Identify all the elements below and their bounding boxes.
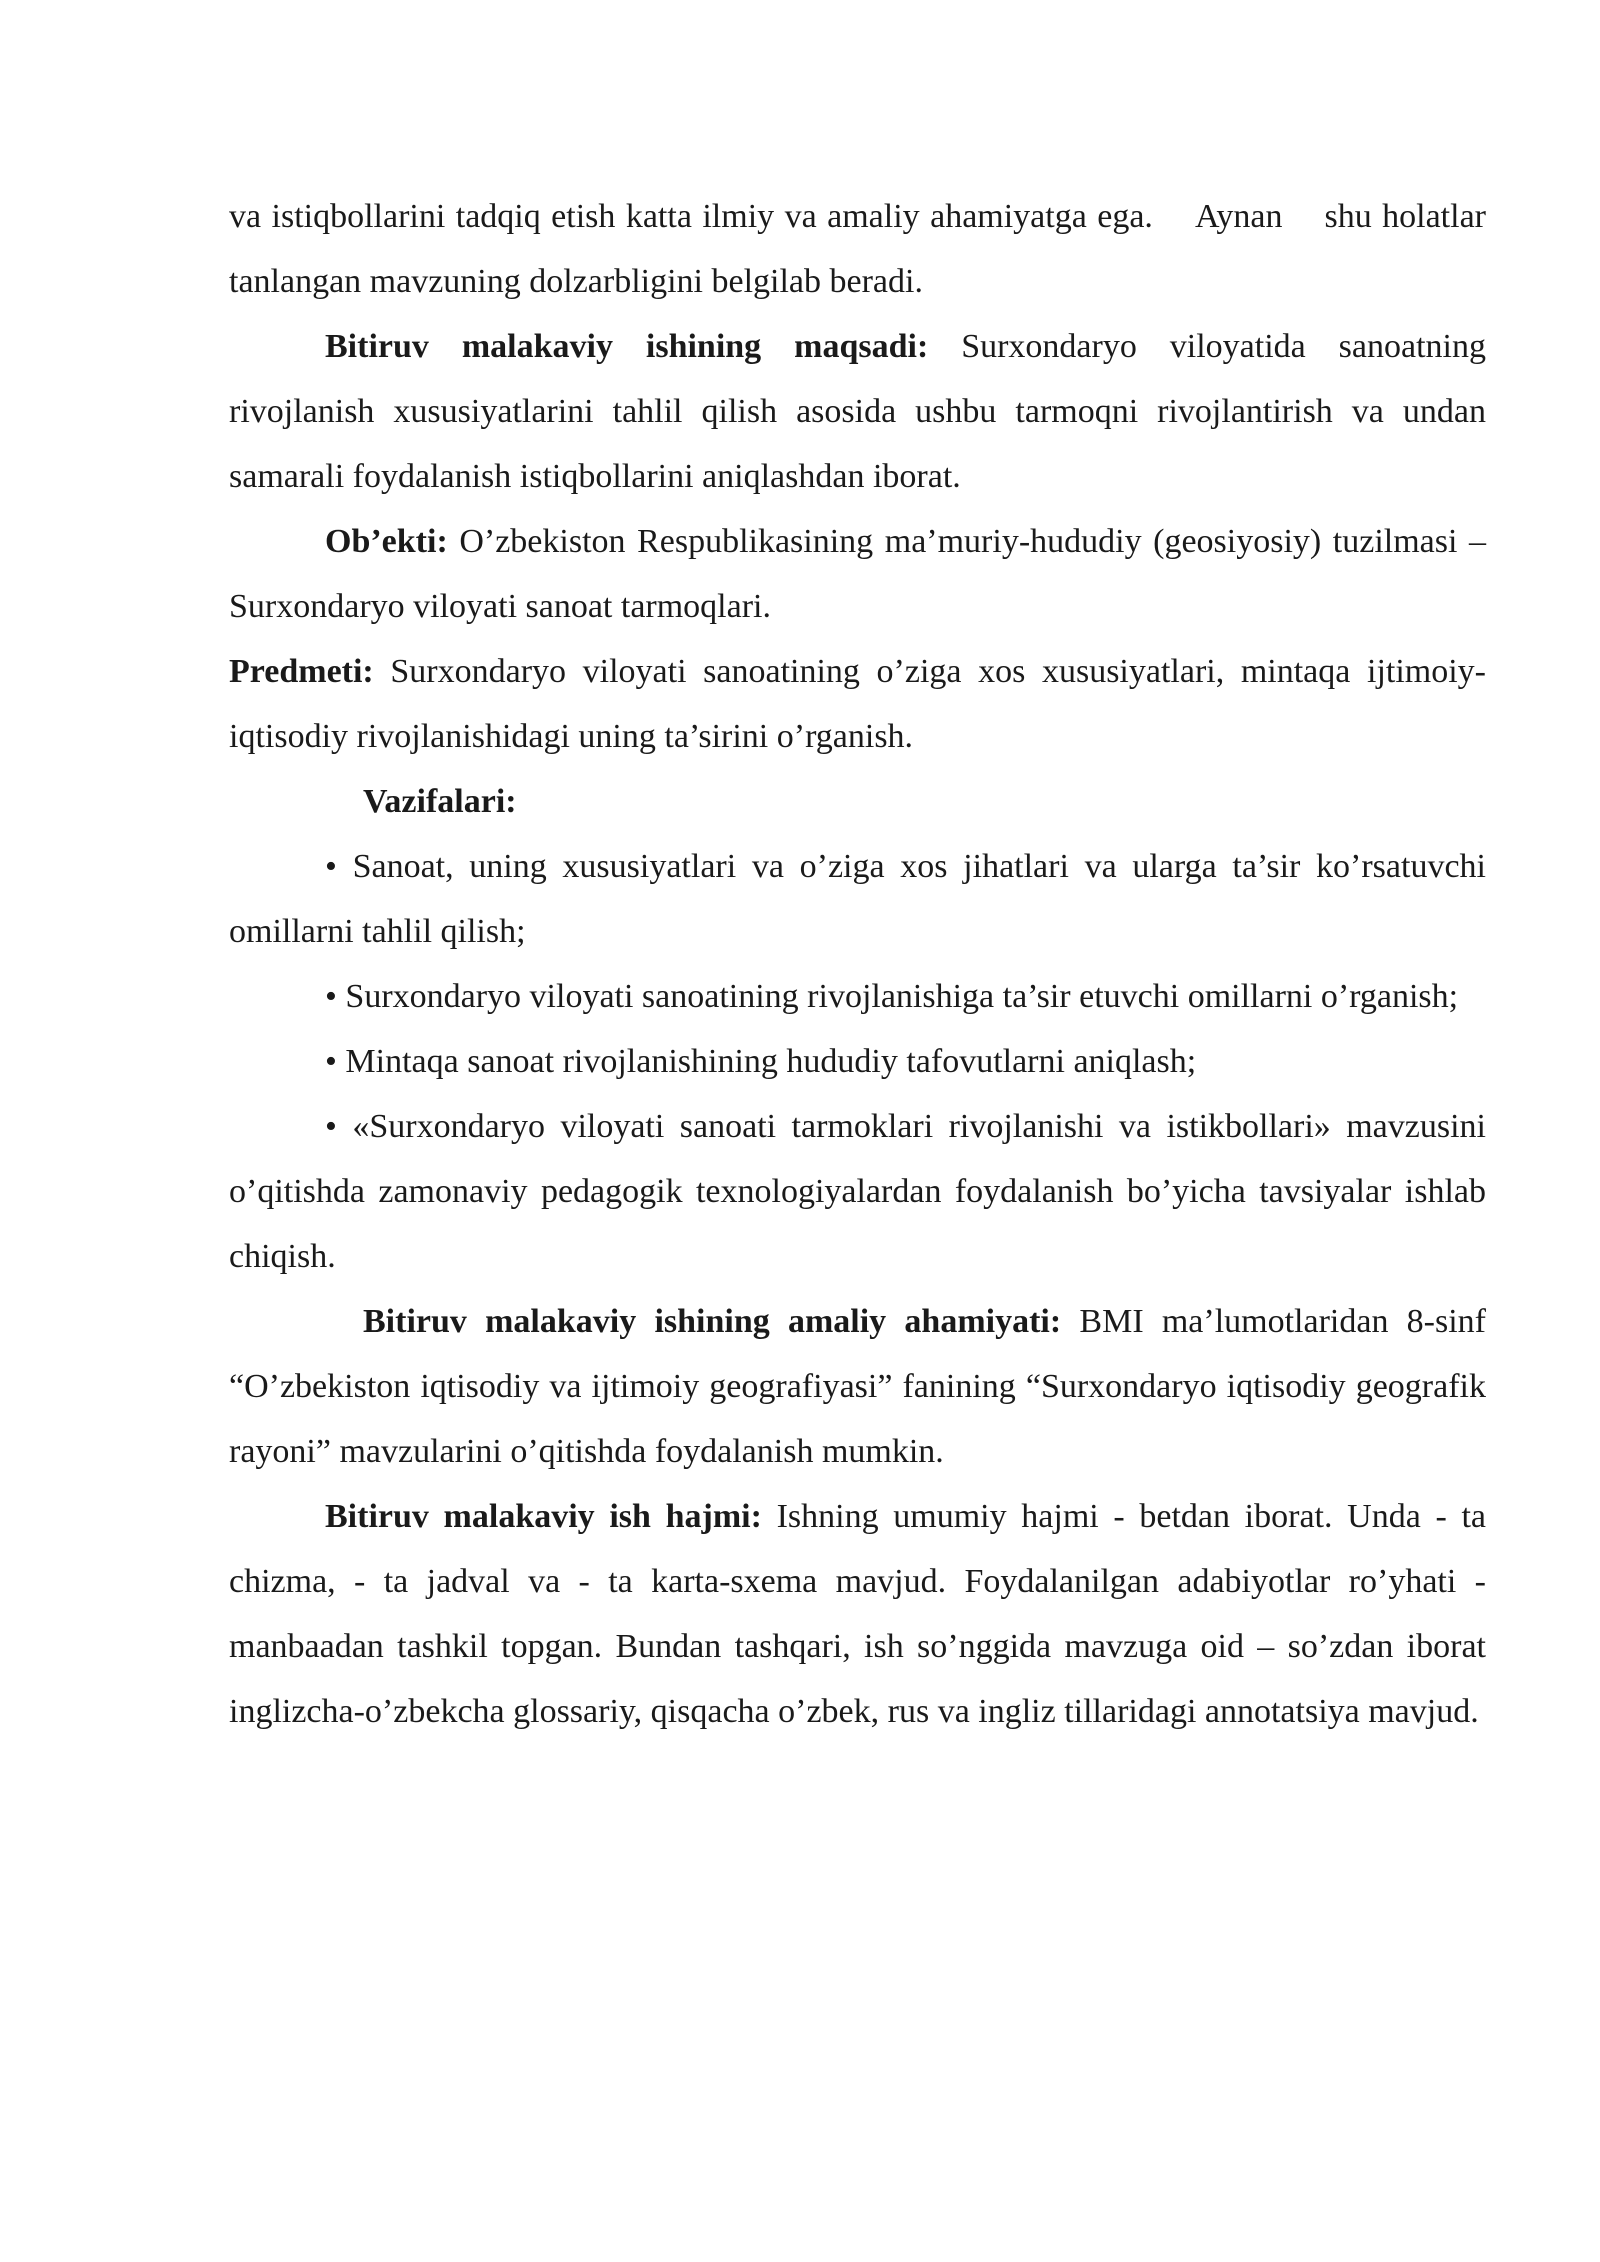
intro-text-a: va istiqbollarini tadqiq etish katta ilmiy va amaliy ahamiyatga ega. <box>229 198 1153 235</box>
hajmi-text: Ishning umumiy hajmi - betdan iborat. Unda - ta chizma, - ta jadval va - ta karta-sxema mavjud. Foydalanilgan adabiyotlar ro’yhati -manbaadan tashkil topgan. Bundan tashqari, ish so’nggida mavzuga oid – so’zdan iborat inglizcha-o’zbekcha glossariy, qisqacha o’zbek, rus va ingliz tillaridagi annotatsiya mavjud. <box>229 1498 1486 1730</box>
obekti-text: O’zbekiston Respublikasining ma’muriy-hududiy (geosiyosiy) tuzilmasi – Surxondaryo viloyati sanoat tarmoqlari. <box>229 523 1486 625</box>
maqsad-paragraph <box>229 314 1486 509</box>
obekti-heading: Ob’ekti: <box>325 523 448 560</box>
task-item: • Sanoat, uning xususiyatlari va o’ziga xos jihatlari va ularga ta’sir ko’rsatuvchi omillarni tahlil qilish; <box>229 848 1486 950</box>
maqsad-text: Surxondaryo viloyatida sanoatning rivojlanish xususiyatlarini tahlil qilish asosida ushbu tarmoqni rivojlantirish va undan samarali foydalanish istiqbollarini aniqlashdan iborat. <box>229 328 1486 495</box>
amaliy-paragraph <box>229 1289 1486 1484</box>
task-item: • Mintaqa sanoat rivojlanishining hududiy tafovutlarni aniqlash; <box>325 1043 1197 1080</box>
task-item: • «Surxondaryo viloyati sanoati tarmoklari rivojlanishi va istikbollari» mavzusini o’qitishda zamonaviy pedagogik texnologiyalardan foydalanish bo’yicha tavsiyalar ishlab chiqish. <box>229 1108 1486 1275</box>
intro-text-b: Aynan <box>1194 198 1283 235</box>
hajmi-heading: Bitiruv malakaviy ish hajmi: <box>325 1498 762 1535</box>
document-page <box>229 184 1486 1744</box>
vazifalari-heading-paragraph <box>229 769 1486 834</box>
predmeti-paragraph <box>229 639 1486 769</box>
obekti-paragraph <box>229 509 1486 639</box>
amaliy-text: BMI ma’lumotlaridan 8-sinf “O’zbekiston iqtisodiy va ijtimoiy geografiyasi” fanining “Surxondaryo iqtisodiy geografik rayoni” mavzularini o’qitishda foydalanish mumkin. <box>229 1303 1486 1470</box>
amaliy-heading: Bitiruv malakaviy ishining amaliy ahamiyati: <box>363 1303 1062 1340</box>
intro-paragraph <box>229 184 1486 314</box>
intro-text-c: shu holatlar tanlangan mavzuning dolzarbligini belgilab beradi. <box>229 198 1486 300</box>
predmeti-text: Surxondaryo viloyati sanoatining o’ziga xos xususiyatlari, mintaqa ijtimoiy-iqtisodiy rivojlanishidagi uning ta’sirini o’rganish. <box>229 653 1486 755</box>
task-item: • Surxondaryo viloyati sanoatining rivojlanishiga ta’sir etuvchi omillarni o’rganish; <box>325 978 1459 1015</box>
vazifalari-heading: Vazifalari: <box>363 783 517 820</box>
maqsad-heading: Bitiruv malakaviy ishining maqsadi: <box>325 328 929 365</box>
predmeti-heading: Predmeti: <box>229 653 374 690</box>
hajmi-paragraph <box>229 1484 1486 1744</box>
